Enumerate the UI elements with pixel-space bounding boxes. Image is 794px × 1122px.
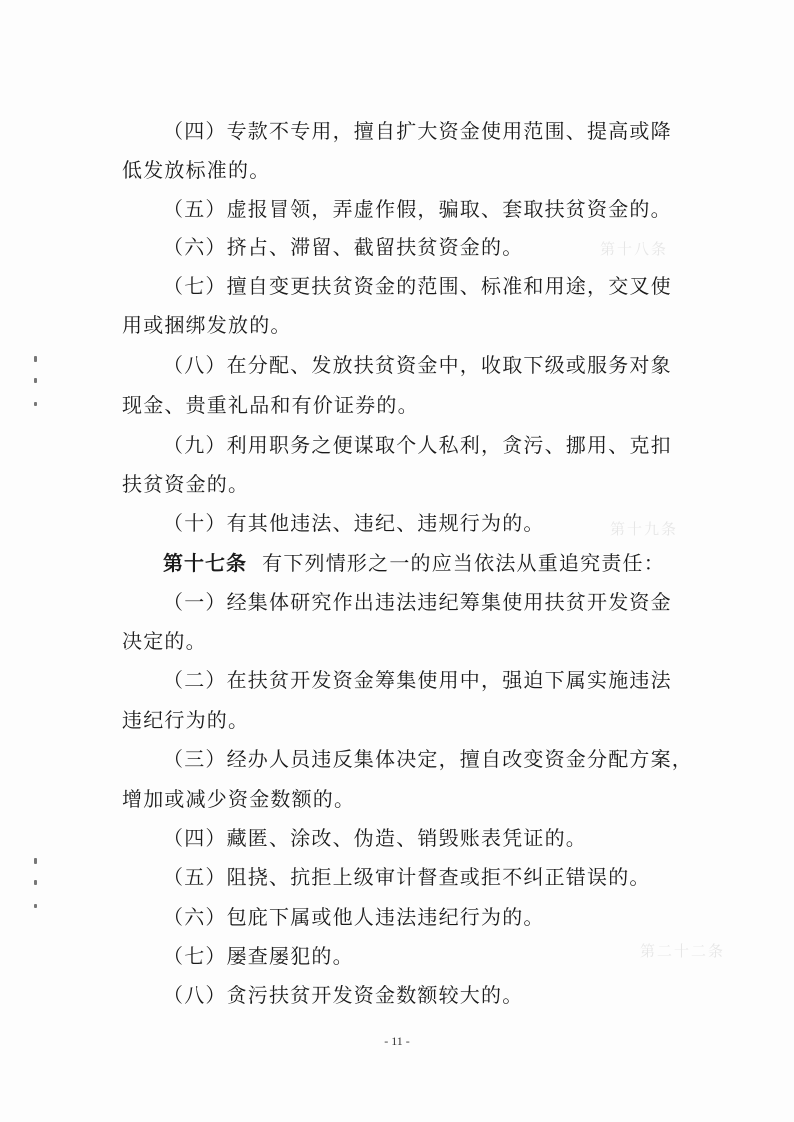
paragraph-line: （六）挤占、滞留、截留扶贫资金的。 xyxy=(163,235,524,259)
paragraph-line: （五）虚报冒领，弄虚作假，骗取、套取扶贫资金的。 xyxy=(163,197,672,221)
show-through-text: 第二十二条 xyxy=(640,942,726,960)
paragraph-line: （七）屡查屡犯的。 xyxy=(163,944,354,968)
binding-mark xyxy=(34,402,37,406)
page-number: - 11 - xyxy=(384,1034,410,1048)
binding-mark xyxy=(34,378,37,383)
paragraph-line: 违纪行为的。 xyxy=(122,708,250,732)
show-through-text: 第十九条 xyxy=(610,520,679,538)
paragraph-line: （一）经集体研究作出违法违纪筹集使用扶贫开发资金 xyxy=(163,590,672,614)
binding-mark xyxy=(34,858,37,864)
paragraph-line: （四）藏匿、涂改、伪造、销毁账表凭证的。 xyxy=(163,826,587,850)
paragraph-line: 现金、贵重礼品和有价证券的。 xyxy=(122,393,419,417)
paragraph-line: （三）经办人员违反集体决定，擅自改变资金分配方案， xyxy=(163,747,693,771)
paragraph-line: 低发放标准的。 xyxy=(122,158,271,182)
paragraph-line: 用或捆绑发放的。 xyxy=(122,313,292,337)
paragraph-line: 决定的。 xyxy=(122,629,207,653)
article-heading: 第十七条 xyxy=(163,551,247,575)
paragraph-line: （十）有其他违法、违纪、违规行为的。 xyxy=(163,511,545,535)
paragraph-line: （六）包庇下属或他人违法违纪行为的。 xyxy=(163,905,545,929)
paragraph-line: （四）专款不专用，擅自扩大资金使用范围、提高或降 xyxy=(163,119,672,143)
paragraph-line: 增加或减少资金数额的。 xyxy=(122,787,356,811)
article-text: 有下列情形之一的应当依法从重追究责任： xyxy=(262,551,665,575)
paragraph-line: （八）贪污扶贫开发资金数额较大的。 xyxy=(163,983,524,1007)
binding-mark xyxy=(34,356,37,362)
binding-mark xyxy=(34,880,37,885)
paragraph-line: 扶贫资金的。 xyxy=(122,472,250,496)
article-17-line xyxy=(163,548,665,578)
paragraph-line: （九）利用职务之便谋取个人私利，贪污、挪用、克扣 xyxy=(163,433,672,457)
show-through-text: 第十八条 xyxy=(600,240,669,258)
paragraph-line: （二）在扶贫开发资金筹集使用中，强迫下属实施违法 xyxy=(163,668,672,692)
binding-mark xyxy=(34,904,37,908)
paragraph-line: （七）擅自变更扶贫资金的范围、标准和用途，交叉使 xyxy=(163,274,672,298)
paragraph-line: （五）阻挠、抗拒上级审计督查或拒不纠正错误的。 xyxy=(163,865,651,889)
paragraph-line: （八）在分配、发放扶贫资金中，收取下级或服务对象 xyxy=(163,353,672,377)
